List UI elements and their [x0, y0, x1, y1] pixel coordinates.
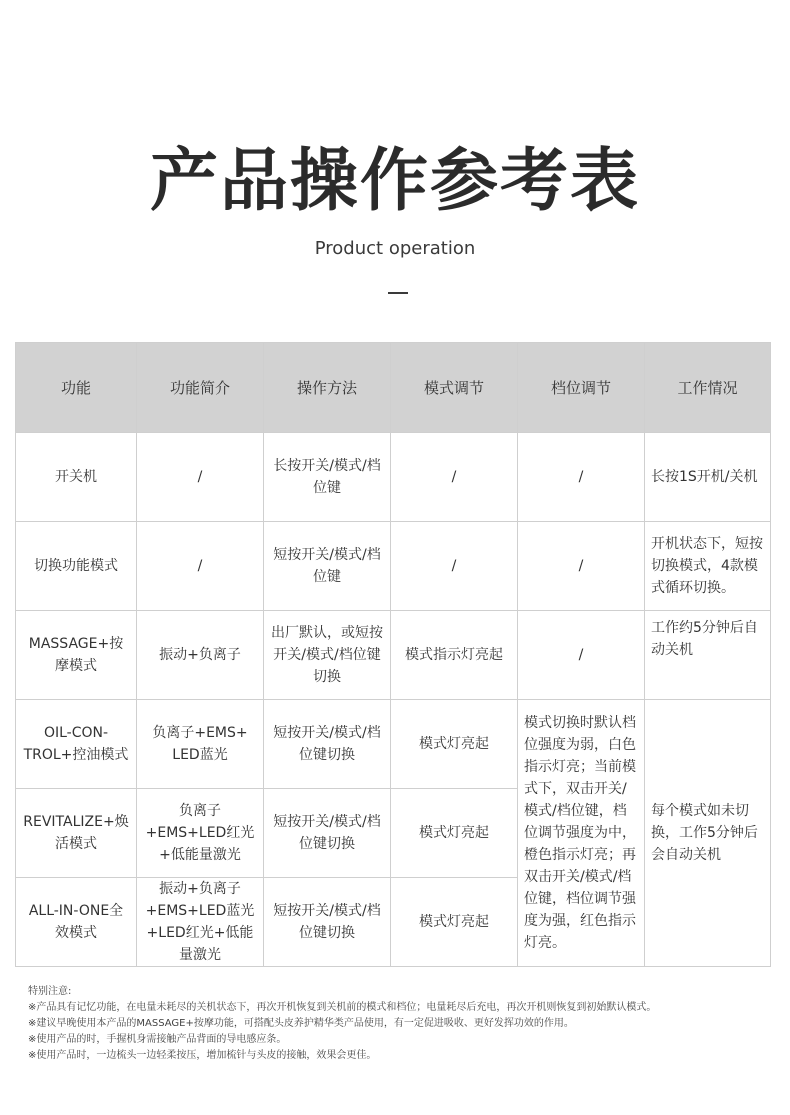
note-item: ※使用产品时，一边梳头一边轻柔按压，增加梳针与头皮的接触，效果会更佳。 — [28, 1050, 377, 1061]
cell-gear-merged: 模式切换时默认档位强度为弱，白色指示灯亮；当前模式下，双击开关/模式/档位键，档位调节强度为中，橙色指示灯亮；再双击开关/模式/档位键，档位调节强度为强，红色指示灯亮。 — [518, 700, 645, 967]
cell-function: 切换功能模式 — [16, 522, 137, 611]
column-header: 功能简介 — [137, 343, 264, 433]
cell-intro: 负离子+EMS+ LED蓝光 — [137, 700, 264, 789]
cell-method: 短按开关/模式/档位键切换 — [264, 878, 391, 967]
page-subtitle: Product operation — [314, 238, 476, 259]
cell-mode: / — [391, 522, 518, 611]
note-item: ※建议早晚使用本产品的MASSAGE+按摩功能，可搭配头皮养护精华类产品使用，有一定促进吸收、更好发挥功效的作用。 — [28, 1018, 574, 1029]
table-header-row — [16, 343, 771, 433]
cell-intro: 振动+负离子+EMS+LED蓝光+LED红光+低能量激光 — [137, 878, 264, 967]
cell-function: OIL-CON-TROL+控油模式 — [16, 700, 137, 789]
cell-mode: 模式灯亮起 — [391, 700, 518, 789]
page-title: 产品操作参考表 — [149, 142, 640, 221]
cell-gear: / — [518, 611, 645, 700]
column-header: 模式调节 — [391, 343, 518, 433]
cell-intro: / — [137, 433, 264, 522]
notes-section — [28, 984, 768, 1064]
table-row — [16, 700, 771, 789]
cell-status: 工作约5分钟后自动关机 — [645, 611, 771, 700]
table-row — [16, 522, 771, 611]
cell-mode: 模式灯亮起 — [391, 878, 518, 967]
note-item: ※使用产品的时，手握机身需接触产品背面的导电感应条。 — [28, 1034, 287, 1045]
cell-intro: / — [137, 522, 264, 611]
cell-status: 开机状态下，短按切换模式，4款模式循环切换。 — [645, 522, 771, 611]
title-divider — [388, 292, 408, 294]
note-item: ※产品具有记忆功能，在电量未耗尽的关机状态下，再次开机恢复到关机前的模式和档位；电量耗尽后充电，再次开机则恢复到初始默认模式。 — [28, 1002, 657, 1013]
cell-gear: / — [518, 522, 645, 611]
cell-mode: 模式指示灯亮起 — [391, 611, 518, 700]
cell-method: 出厂默认，或短按开关/模式/档位键切换 — [264, 611, 391, 700]
operation-table — [15, 342, 771, 967]
column-header: 功能 — [16, 343, 137, 433]
cell-gear: / — [518, 433, 645, 522]
table-row — [16, 611, 771, 700]
cell-method: 长按开关/模式/档位键 — [264, 433, 391, 522]
cell-function: REVITALIZE+焕活模式 — [16, 789, 137, 878]
cell-function: ALL-IN-ONE全效模式 — [16, 878, 137, 967]
table-row — [16, 433, 771, 522]
notes-heading: 特别注意: — [28, 986, 72, 997]
cell-intro: 振动+负离子 — [137, 611, 264, 700]
cell-mode: 模式灯亮起 — [391, 789, 518, 878]
column-header: 档位调节 — [518, 343, 645, 433]
cell-status-merged: 每个模式如未切换，工作5分钟后会自动关机 — [645, 700, 771, 967]
cell-method: 短按开关/模式/档位键切换 — [264, 789, 391, 878]
cell-intro: 负离子+EMS+LED红光+低能量激光 — [137, 789, 264, 878]
cell-status: 长按1S开机/关机 — [645, 433, 771, 522]
cell-method: 短按开关/模式/档位键切换 — [264, 700, 391, 789]
column-header: 操作方法 — [264, 343, 391, 433]
cell-method: 短按开关/模式/档位键 — [264, 522, 391, 611]
cell-function: 开关机 — [16, 433, 137, 522]
cell-mode: / — [391, 433, 518, 522]
cell-function: MASSAGE+按摩模式 — [16, 611, 137, 700]
column-header: 工作情况 — [645, 343, 771, 433]
